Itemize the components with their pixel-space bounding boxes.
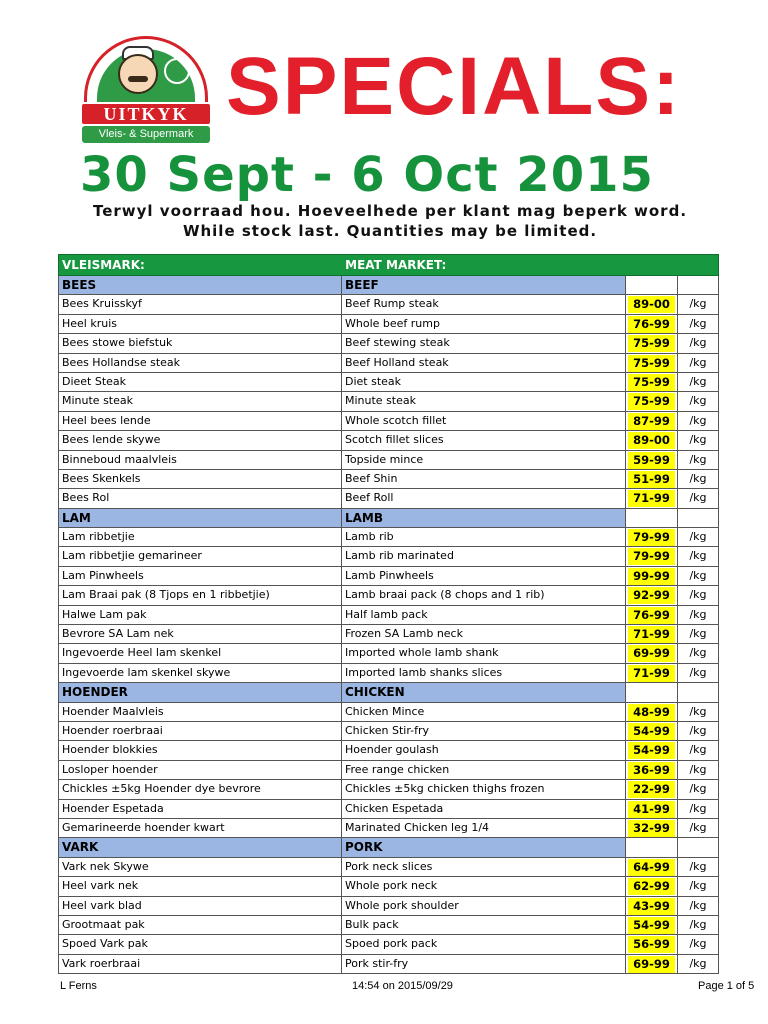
item-afrikaans: Bees lende skywe	[58, 431, 342, 449]
logo-subtitle: Vleis- & Supermark	[82, 126, 210, 143]
category-english: PORK	[342, 838, 626, 856]
item-price: 59-99	[628, 452, 675, 469]
item-afrikaans: Bees Rol	[58, 489, 342, 507]
header-english: MEAT MARKET:	[345, 258, 447, 272]
item-price: 87-99	[628, 413, 675, 430]
item-price: 43-99	[628, 898, 675, 915]
item-afrikaans: Heel vark blad	[58, 897, 342, 915]
category-price-cell	[626, 838, 678, 856]
store-logo	[80, 36, 212, 146]
item-price-cell	[626, 547, 678, 565]
item-unit: /kg	[678, 916, 719, 934]
item-price: 89-00	[628, 296, 675, 313]
item-price-cell	[626, 819, 678, 837]
item-afrikaans: Dieet Steak	[58, 373, 342, 391]
table-row	[58, 858, 719, 877]
item-afrikaans: Heel kruis	[58, 315, 342, 333]
item-unit: /kg	[678, 373, 719, 391]
item-afrikaans: Hoender Maalvleis	[58, 703, 342, 721]
item-afrikaans: Bees Hollandse steak	[58, 354, 342, 372]
logo-name: UITKYK	[80, 102, 212, 126]
item-unit: /kg	[678, 800, 719, 818]
item-unit: /kg	[678, 586, 719, 604]
item-price: 69-99	[628, 956, 675, 973]
item-unit: /kg	[678, 703, 719, 721]
item-price-cell	[626, 703, 678, 721]
table-header	[58, 254, 719, 276]
item-english: Lamb braai pack (8 chops and 1 rib)	[342, 586, 626, 604]
item-afrikaans: Hoender blokkies	[58, 741, 342, 759]
item-price-cell	[626, 897, 678, 915]
item-english: Bulk pack	[342, 916, 626, 934]
category-price-cell	[626, 276, 678, 294]
item-price-cell	[626, 955, 678, 973]
item-english: Beef Roll	[342, 489, 626, 507]
item-price-cell	[626, 741, 678, 759]
item-price-cell	[626, 392, 678, 410]
table-row	[58, 703, 719, 722]
item-english: Beef Rump steak	[342, 295, 626, 313]
table-row	[58, 451, 719, 470]
category-unit-cell	[678, 838, 719, 856]
category-row	[58, 683, 719, 702]
item-price: 62-99	[628, 878, 675, 895]
item-unit: /kg	[678, 780, 719, 798]
item-english: Frozen SA Lamb neck	[342, 625, 626, 643]
item-afrikaans: Hoender Espetada	[58, 800, 342, 818]
item-unit: /kg	[678, 567, 719, 585]
item-unit: /kg	[678, 606, 719, 624]
item-price: 71-99	[628, 626, 675, 643]
item-price: 75-99	[628, 393, 675, 410]
item-unit: /kg	[678, 392, 719, 410]
item-english: Spoed pork pack	[342, 935, 626, 953]
item-english: Whole scotch fillet	[342, 412, 626, 430]
item-price: 36-99	[628, 762, 675, 779]
item-price: 22-99	[628, 781, 675, 798]
item-english: Lamb rib	[342, 528, 626, 546]
item-price: 54-99	[628, 917, 675, 934]
category-unit-cell	[678, 683, 719, 701]
item-price: 56-99	[628, 936, 675, 953]
table-row	[58, 567, 719, 586]
table-row	[58, 354, 719, 373]
grill-icon	[164, 58, 190, 84]
item-unit: /kg	[678, 858, 719, 876]
category-english: LAMB	[342, 509, 626, 527]
category-row	[58, 509, 719, 528]
table-row	[58, 644, 719, 663]
table-row	[58, 780, 719, 799]
item-price-cell	[626, 354, 678, 372]
item-price: 79-99	[628, 529, 675, 546]
item-price: 92-99	[628, 587, 675, 604]
item-unit: /kg	[678, 451, 719, 469]
item-afrikaans: Lam Pinwheels	[58, 567, 342, 585]
item-price-cell	[626, 800, 678, 818]
table-row	[58, 392, 719, 411]
item-afrikaans: Bees stowe biefstuk	[58, 334, 342, 352]
notice-english: While stock last. Quantities may be limited.	[182, 222, 598, 240]
item-unit: /kg	[678, 489, 719, 507]
item-afrikaans: Gemarineerde hoender kwart	[58, 819, 342, 837]
item-price: 48-99	[628, 704, 675, 721]
header-afrikaans: VLEISMARK:	[62, 258, 145, 272]
table-row	[58, 470, 719, 489]
category-price-cell	[626, 509, 678, 527]
item-afrikaans: Lam ribbetjie	[58, 528, 342, 546]
table-row	[58, 664, 719, 683]
item-unit: /kg	[678, 955, 719, 973]
item-price: 71-99	[628, 490, 675, 507]
item-price-cell	[626, 664, 678, 682]
table-row	[58, 528, 719, 547]
item-english: Beef stewing steak	[342, 334, 626, 352]
item-afrikaans: Halwe Lam pak	[58, 606, 342, 624]
item-price-cell	[626, 586, 678, 604]
item-english: Chicken Stir-fry	[342, 722, 626, 740]
category-afrikaans: LAM	[58, 509, 342, 527]
table-row	[58, 741, 719, 760]
footer-author: L Ferns	[60, 980, 97, 992]
item-price-cell	[626, 780, 678, 798]
item-price-cell	[626, 916, 678, 934]
item-english: Marinated Chicken leg 1/4	[342, 819, 626, 837]
item-unit: /kg	[678, 470, 719, 488]
item-english: Imported lamb shanks slices	[342, 664, 626, 682]
notice-afrikaans: Terwyl voorraad hou. Hoeveelhede per klant mag beperk word.	[92, 202, 688, 220]
category-afrikaans: BEES	[58, 276, 342, 294]
item-price-cell	[626, 315, 678, 333]
category-row	[58, 276, 719, 295]
item-afrikaans: Hoender roerbraai	[58, 722, 342, 740]
item-unit: /kg	[678, 315, 719, 333]
table-row	[58, 586, 719, 605]
item-price-cell	[626, 877, 678, 895]
item-english: Lamb Pinwheels	[342, 567, 626, 585]
item-price-cell	[626, 761, 678, 779]
table-row	[58, 373, 719, 392]
item-unit: /kg	[678, 431, 719, 449]
table-row	[58, 935, 719, 954]
item-price: 89-00	[628, 432, 675, 449]
category-unit-cell	[678, 509, 719, 527]
item-price-cell	[626, 722, 678, 740]
item-unit: /kg	[678, 295, 719, 313]
item-afrikaans: Spoed Vark pak	[58, 935, 342, 953]
item-afrikaans: Heel vark nek	[58, 877, 342, 895]
category-afrikaans: HOENDER	[58, 683, 342, 701]
item-price-cell	[626, 528, 678, 546]
item-price: 51-99	[628, 471, 675, 488]
item-price: 41-99	[628, 801, 675, 818]
date-range: 30 Sept - 6 Oct 2015	[80, 147, 654, 203]
item-afrikaans: Vark nek Skywe	[58, 858, 342, 876]
item-price: 54-99	[628, 742, 675, 759]
item-afrikaans: Lam ribbetjie gemarineer	[58, 547, 342, 565]
item-price-cell	[626, 373, 678, 391]
item-english: Pork stir-fry	[342, 955, 626, 973]
table-row	[58, 334, 719, 353]
table-row	[58, 722, 719, 741]
page-title: SPECIALS:	[226, 41, 682, 132]
item-english: Beef Holland steak	[342, 354, 626, 372]
table-row	[58, 955, 719, 974]
category-unit-cell	[678, 276, 719, 294]
item-price: 69-99	[628, 645, 675, 662]
mustache-icon	[128, 76, 148, 82]
item-english: Chickles ±5kg chicken thighs frozen	[342, 780, 626, 798]
item-afrikaans: Ingevoerde lam skenkel skywe	[58, 664, 342, 682]
item-price-cell	[626, 644, 678, 662]
item-price-cell	[626, 489, 678, 507]
item-english: Topside mince	[342, 451, 626, 469]
item-afrikaans: Lam Braai pak (8 Tjops en 1 ribbetjie)	[58, 586, 342, 604]
table-row	[58, 295, 719, 314]
item-afrikaans: Chickles ±5kg Hoender dye bevrore	[58, 780, 342, 798]
table-row	[58, 547, 719, 566]
item-price-cell	[626, 451, 678, 469]
item-english: Chicken Espetada	[342, 800, 626, 818]
item-english: Pork neck slices	[342, 858, 626, 876]
item-english: Diet steak	[342, 373, 626, 391]
item-price-cell	[626, 625, 678, 643]
item-afrikaans: Bevrore SA Lam nek	[58, 625, 342, 643]
item-unit: /kg	[678, 741, 719, 759]
item-price-cell	[626, 935, 678, 953]
item-unit: /kg	[678, 897, 719, 915]
item-price: 99-99	[628, 568, 675, 585]
item-english: Whole pork neck	[342, 877, 626, 895]
item-price: 79-99	[628, 548, 675, 565]
item-english: Minute steak	[342, 392, 626, 410]
item-english: Chicken Mince	[342, 703, 626, 721]
category-price-cell	[626, 683, 678, 701]
item-afrikaans: Bees Kruisskyf	[58, 295, 342, 313]
item-price-cell	[626, 567, 678, 585]
table-row	[58, 606, 719, 625]
item-afrikaans: Losloper hoender	[58, 761, 342, 779]
item-english: Scotch fillet slices	[342, 431, 626, 449]
item-price-cell	[626, 334, 678, 352]
item-unit: /kg	[678, 644, 719, 662]
category-row	[58, 838, 719, 857]
item-price: 32-99	[628, 820, 675, 837]
item-afrikaans: Grootmaat pak	[58, 916, 342, 934]
item-english: Half lamb pack	[342, 606, 626, 624]
item-price: 76-99	[628, 607, 675, 624]
table-row	[58, 916, 719, 935]
item-price: 64-99	[628, 859, 675, 876]
table-row	[58, 412, 719, 431]
item-price-cell	[626, 470, 678, 488]
item-afrikaans: Vark roerbraai	[58, 955, 342, 973]
item-unit: /kg	[678, 354, 719, 372]
category-afrikaans: VARK	[58, 838, 342, 856]
table-row	[58, 800, 719, 819]
item-afrikaans: Binneboud maalvleis	[58, 451, 342, 469]
item-english: Hoender goulash	[342, 741, 626, 759]
table-row	[58, 315, 719, 334]
item-english: Imported whole lamb shank	[342, 644, 626, 662]
specials-table	[58, 254, 719, 974]
item-unit: /kg	[678, 877, 719, 895]
category-english: CHICKEN	[342, 683, 626, 701]
item-english: Whole beef rump	[342, 315, 626, 333]
table-row	[58, 761, 719, 780]
item-price-cell	[626, 431, 678, 449]
item-unit: /kg	[678, 547, 719, 565]
table-row	[58, 625, 719, 644]
item-english: Beef Shin	[342, 470, 626, 488]
table-row	[58, 877, 719, 896]
item-price-cell	[626, 606, 678, 624]
item-price: 75-99	[628, 335, 675, 352]
table-row	[58, 897, 719, 916]
footer-page-number: Page 1 of 5	[698, 980, 755, 992]
item-price-cell	[626, 412, 678, 430]
item-unit: /kg	[678, 334, 719, 352]
item-price: 75-99	[628, 374, 675, 391]
item-english: Free range chicken	[342, 761, 626, 779]
item-price-cell	[626, 295, 678, 313]
item-price-cell	[626, 858, 678, 876]
category-english: BEEF	[342, 276, 626, 294]
footer-timestamp: 14:54 on 2015/09/29	[352, 980, 453, 992]
item-afrikaans: Heel bees lende	[58, 412, 342, 430]
table-row	[58, 489, 719, 508]
item-price: 75-99	[628, 355, 675, 372]
item-unit: /kg	[678, 664, 719, 682]
item-afrikaans: Minute steak	[58, 392, 342, 410]
table-row	[58, 819, 719, 838]
item-afrikaans: Bees Skenkels	[58, 470, 342, 488]
item-afrikaans: Ingevoerde Heel lam skenkel	[58, 644, 342, 662]
item-unit: /kg	[678, 819, 719, 837]
item-unit: /kg	[678, 528, 719, 546]
item-unit: /kg	[678, 722, 719, 740]
butcher-face-icon	[118, 54, 158, 94]
table-body	[58, 276, 719, 974]
item-english: Lamb rib marinated	[342, 547, 626, 565]
item-english: Whole pork shoulder	[342, 897, 626, 915]
item-unit: /kg	[678, 935, 719, 953]
table-row	[58, 431, 719, 450]
item-unit: /kg	[678, 412, 719, 430]
item-unit: /kg	[678, 761, 719, 779]
item-price: 54-99	[628, 723, 675, 740]
item-price: 71-99	[628, 665, 675, 682]
item-unit: /kg	[678, 625, 719, 643]
item-price: 76-99	[628, 316, 675, 333]
